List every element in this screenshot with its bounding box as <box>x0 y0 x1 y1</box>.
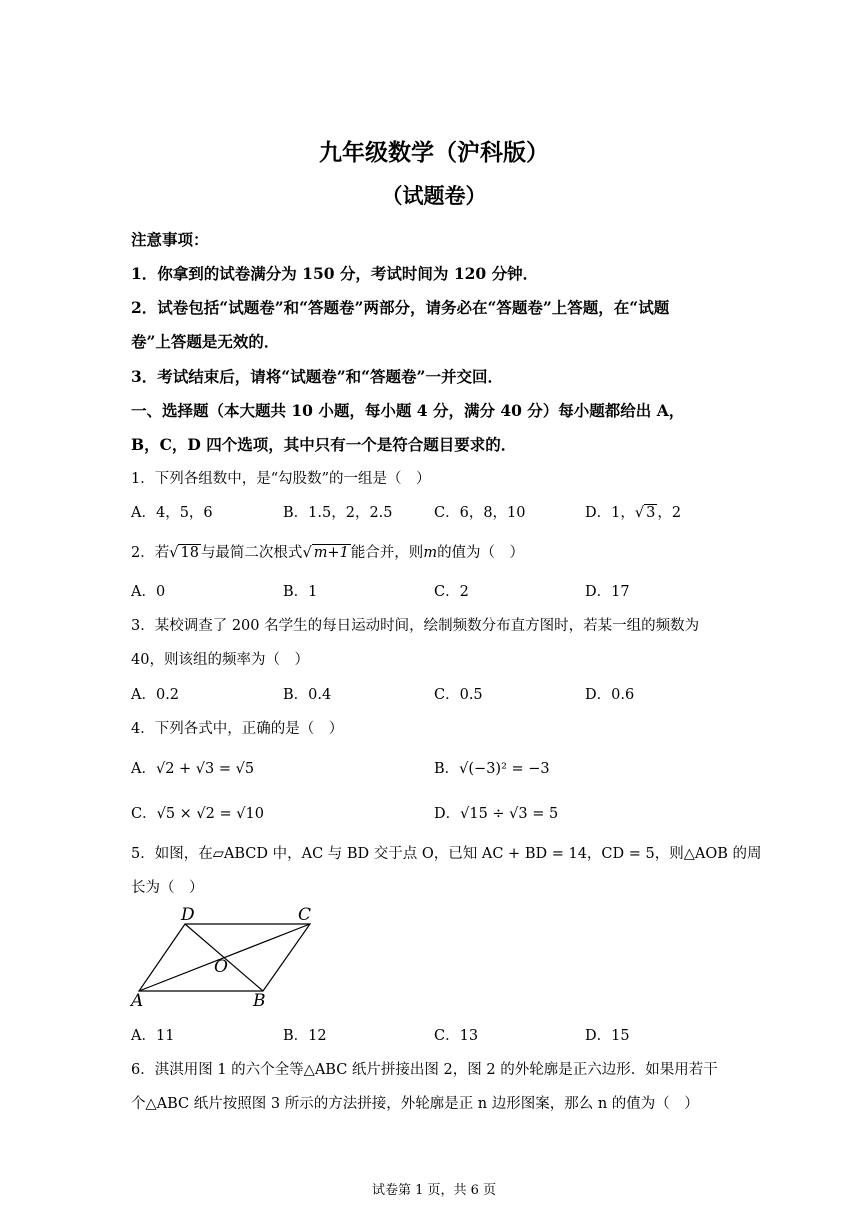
notice-item-2a: 2．试卷包括“试题卷”和“答题卷”两部分，请务必在“答题卷”上答题，在“试题 <box>131 298 670 317</box>
vertex-label-d: D <box>181 905 195 925</box>
sqrt-sign: √ <box>634 505 645 521</box>
q3-option-d: D．0.6 <box>585 687 635 703</box>
section-heading-2: B，C，D 四个选项，其中只有一个是符合题目要求的． <box>131 435 517 454</box>
q4-option-a: A．√2 + √3 = √5 <box>131 761 255 777</box>
q5-option-d: D．15 <box>585 1028 630 1044</box>
question-3-line-1: 3．某校调查了 200 名学生的每日运动时间，绘制频数分布直方图时，若某一组的频数为 <box>131 618 700 634</box>
q2-variable: m <box>423 545 438 561</box>
q2-radicand-1: 18 <box>180 545 199 561</box>
q3-option-c: C．0.5 <box>434 687 483 703</box>
vertex-label-a: A <box>131 991 144 1011</box>
q2-radicand-2: m+1 <box>313 545 349 561</box>
q1-option-c: C．6，8，10 <box>434 505 526 521</box>
sqrt-sign: √ <box>302 545 312 561</box>
q5-option-b: B．12 <box>283 1028 327 1044</box>
question-6-line-1: 6．淇淇用图 1 的六个全等△ABC 纸片拼接出图 2，图 2 的外轮廓是正六边形．如果用若干 <box>131 1062 718 1078</box>
q2-text-4: 的值为（ ） <box>437 545 525 561</box>
q4-option-b: B．√(−3)² = −3 <box>434 761 550 777</box>
q1-option-a: A．4，5，6 <box>131 505 213 521</box>
q5-option-a: A．11 <box>131 1028 175 1044</box>
parallelogram-figure <box>125 900 325 1012</box>
q1-option-d-radicand: 3 <box>646 505 656 521</box>
q2-option-b: B．1 <box>283 584 318 600</box>
q2-option-a: A．0 <box>131 584 166 600</box>
question-2-stem <box>131 541 524 562</box>
question-3-line-2: 40，则该组的频率为（ ） <box>131 652 309 668</box>
q1-option-d-prefix: D．1， <box>585 505 635 521</box>
sqrt-sign: √ <box>169 545 179 561</box>
vertex-label-b: B <box>253 991 266 1011</box>
q1-option-b: B．1.5，2，2.5 <box>283 505 393 521</box>
q5-option-c: C．13 <box>434 1028 479 1044</box>
q4-option-c: C．√5 × √2 = √10 <box>131 806 264 822</box>
notice-item-3: 3．考试结束后，请将“试题卷”和“答题卷”一并交回． <box>131 367 503 386</box>
question-4-stem: 4．下列各式中，正确的是（ ） <box>131 721 344 737</box>
q1-option-d-suffix: ，2 <box>657 505 682 521</box>
q3-option-a: A．0.2 <box>131 687 180 703</box>
page-footer: 试卷第 1 页，共 6 页 <box>371 1183 497 1198</box>
vertex-label-c: C <box>298 905 312 925</box>
question-5-line-2: 长为（ ） <box>131 880 204 896</box>
exam-title: 九年级数学（沪科版） <box>319 139 549 166</box>
q2-text-1: 2．若 <box>131 545 170 561</box>
section-heading-1: 一、选择题（本大题共 10 小题，每小题 4 分，满分 40 分）每小题都给出 A， <box>131 401 685 420</box>
center-label-o: O <box>214 957 228 977</box>
q2-text-2: 与最简二次根式 <box>200 545 303 561</box>
exam-subtitle: （试题卷） <box>381 183 487 208</box>
q2-option-d: D．17 <box>585 584 630 600</box>
q2-option-c: C．2 <box>434 584 469 600</box>
notice-item-2b: 卷”上答题是无效的． <box>131 332 280 351</box>
q3-option-b: B．0.4 <box>283 687 332 703</box>
question-5-line-1: 5．如图，在▱ABCD 中，AC 与 BD 交于点 O，已知 AC + BD = 14，CD = 5，则△AOB 的周 <box>131 846 762 862</box>
question-1-stem: 1．下列各组数中，是“勾股数”的一组是（ ） <box>131 471 431 487</box>
notice-item-1: 1．你拿到的试卷满分为 150 分，考试时间为 120 分钟． <box>131 264 539 283</box>
notice-heading: 注意事项： <box>131 230 209 249</box>
question-6-line-2: 个△ABC 纸片按照图 3 所示的方法拼接，外轮廓是正 n 边形图案，那么 n 的值为（ ） <box>131 1096 699 1112</box>
q1-option-d <box>585 501 681 522</box>
q2-text-3: 能合并，则 <box>350 545 424 561</box>
q4-option-d: D．√15 ÷ √3 = 5 <box>434 806 559 822</box>
